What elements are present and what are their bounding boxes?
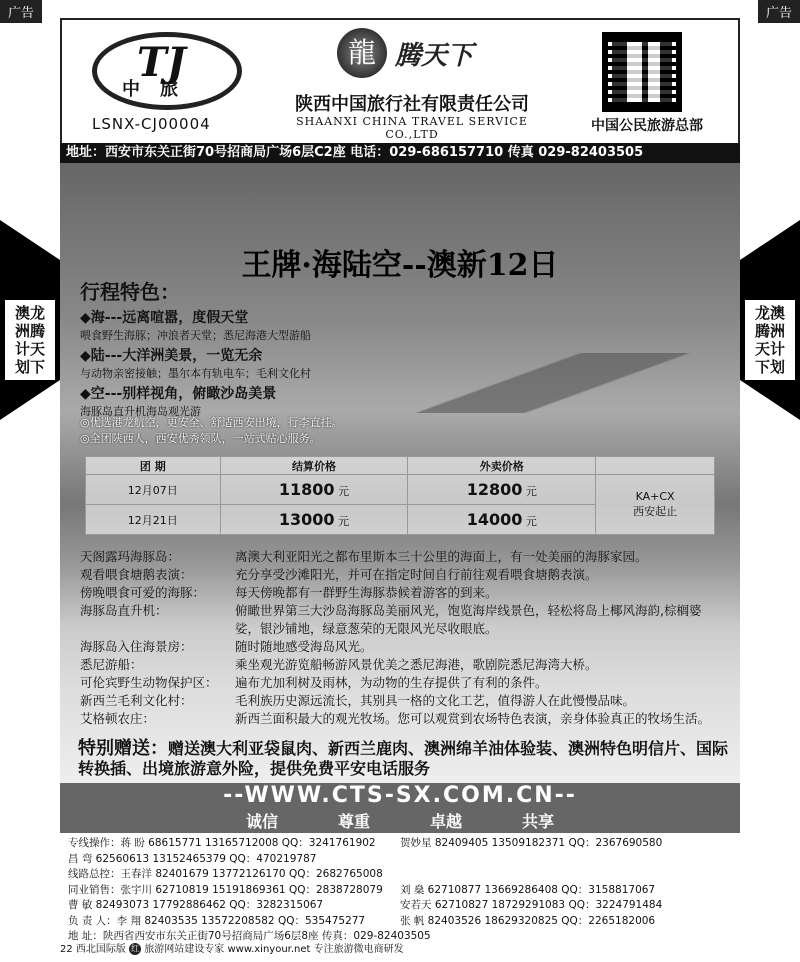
note-line: ◎全团陕西人，西安优秀领队，一站式贴心服务。: [80, 432, 321, 445]
itinerary-row: 艾格顿农庄： 新西兰面积最大的观光牧场。您可以观赏到农场特色表演，亲身体验真正的牧场生活。: [80, 711, 711, 726]
note-line: ◎优选港龙航空，更安全、舒适西安出境，行李直挂。: [80, 416, 343, 429]
contacts: [68, 836, 738, 945]
header-retail: 外卖价格: [408, 457, 596, 475]
company-name-en: SHAANXI CHINA TRAVEL SERVICE CO.,LTD: [296, 115, 528, 141]
gift-label: 特别赠送：: [78, 738, 168, 759]
contact-row: 曹 敏 82493073 17792886462 QQ：3282315067 安若天 62710827 18729291083 QQ：3224791484: [68, 899, 663, 911]
logo-letters: TJ: [137, 39, 186, 86]
itinerary-row: 观看喂食塘鹅表演： 充分享受沙滩阳光，并可在指定时间自行前往观看喂食塘鹅表演。: [80, 567, 598, 582]
brand-slogan: 腾天下: [395, 40, 474, 71]
itinerary-row: 海豚岛入住海景房： 随时随地感受海岛风光。: [80, 639, 373, 654]
feature-head: ◆陆---大洋洲美景，一览无余: [80, 348, 263, 364]
value-item: 卓越: [430, 812, 463, 831]
header-settle: 结算价格: [220, 457, 408, 475]
row-settle: 11800 元: [220, 475, 408, 505]
row-retail: 12800 元: [408, 475, 596, 505]
row-date: 12月07日: [86, 475, 221, 505]
value-item: 尊重: [337, 812, 370, 831]
contact-row: 专线操作：蒋 盼 68615771 13165712008 QQ：3241761902 贺妙星 82409405 13509182371 QQ：2367690580: [68, 837, 663, 849]
row-settle: 13000 元: [220, 505, 408, 535]
contact-row: 地 址：陕西省西安市东关正街70号招商局广场6层8座 传真：029-82403505: [68, 930, 431, 942]
ad-tag-left: 广告: [0, 0, 42, 23]
contact-row: 同业销售：张宇川 62710819 15191869361 QQ：2838728079 刘 燊 62710877 13669286408 QQ：3158817067: [68, 883, 656, 896]
company-values: [60, 809, 740, 832]
itinerary-row: 悉尼游船： 乘坐观光游览船畅游风景优美之悉尼海港，歌剧院悉尼海湾大桥。: [80, 657, 598, 672]
side-text-left: 澳龙 洲腾 计天 划下: [5, 300, 55, 380]
dragon-icon: 龍: [337, 28, 387, 78]
value-item: 共享: [522, 812, 555, 831]
address-bar: 地址：西安市东关正街70号招商局广场6层C2座 电话：029-686157710 传真 029-82403505: [60, 143, 740, 163]
feature-desc: 与动物亲密接触；墨尔本有轨电车；毛利文化村: [80, 367, 311, 380]
page-number: 22 西北国际版: [60, 944, 126, 955]
brand-icon: 红: [131, 944, 140, 953]
ad-tag-right: 广告: [758, 0, 800, 23]
company-logo: [92, 32, 242, 110]
qr-caption: 中国公民旅游总部: [591, 118, 703, 134]
header-date: 团 期: [86, 457, 221, 475]
feature-desc: 海豚岛直升机海岛观光游: [80, 405, 201, 418]
page-title: 王牌·海陆空--澳新12日: [241, 248, 559, 283]
itinerary-row: 天阁露玛海豚岛： 离澳大利亚阳光之都布里斯本三十公里的海面上，有一处美丽的海豚家园。: [80, 549, 648, 564]
logo-text: 中旅: [122, 79, 198, 100]
features-heading: 行程特色：: [80, 280, 180, 304]
notes: [80, 415, 343, 447]
brand-row: [337, 28, 473, 78]
feature-desc: 喂食野生海豚；冲浪者天堂；悉尼海港大型游船: [80, 329, 311, 342]
features: [80, 276, 440, 419]
itinerary-row: 可伦宾野生动物保护区： 遍布尤加利树及雨林，为动物的生存提供了有利的条件。: [80, 675, 548, 690]
price-table: [85, 456, 715, 535]
license-number: LSNX-CJ00004: [92, 115, 211, 133]
contact-row: 昌 弯 62560613 13152465379 QQ：470219787: [68, 852, 317, 865]
feature-head: ◆海---远离喧嚣，度假天堂: [80, 310, 249, 326]
header: [60, 18, 740, 143]
row-date: 12月21日: [86, 505, 221, 535]
website-bar: [60, 783, 740, 833]
special-gift: [78, 739, 728, 779]
side-text-right: 龙澳 腾洲 天计 下划: [745, 300, 795, 380]
website-url[interactable]: --WWW.CTS-SX.COM.CN--: [223, 783, 577, 808]
value-item: 诚信: [245, 812, 278, 831]
company-name-cn: 陕西中国旅行社有限责任公司: [295, 94, 529, 115]
feature-head: ◆空---别样视角，俯瞰沙岛美景: [80, 386, 277, 402]
itinerary-row: 傍晚喂食可爱的海豚： 每天傍晚都有一群野生海豚恭候着游客的到来。: [80, 585, 498, 600]
itinerary-row: 新西兰毛利文化村： 毛利族历史源远流长，其别具一格的文化工艺，值得游人在此慢慢品味。: [80, 693, 636, 708]
route-note: KA+CX 西安起止: [596, 475, 715, 535]
gift-text: 赠送澳大利亚袋鼠肉、新西兰鹿肉、澳洲绵羊油体验装、澳洲特色明信片、国际转换插、出境旅游意外险，提供免费平安电话服务: [78, 739, 729, 778]
header-note: [596, 457, 715, 475]
contact-row: 负 责 人：李 翔 82403535 13572208582 QQ：535475277 张 帆 82403526 18629320825 QQ：2265182006: [68, 914, 656, 927]
page-footer: [60, 942, 740, 958]
itinerary-row: 海豚岛直升机： 俯瞰世界第三大沙岛海豚岛美丽风光，饱览海岸线景色，轻松将岛上椰风海韵,棕榈婆娑，银沙铺地，绿意葱荣的无限风光尽收眼底。: [80, 603, 702, 636]
row-retail: 14000 元: [408, 505, 596, 535]
footer-text: 旅游网站建设专家 www.xinyour.net 专注旅游微电商研发: [144, 944, 404, 955]
contact-row: 线路总控：王春洋 82401679 13772126170 QQ：2682765008: [68, 868, 383, 880]
itinerary: [80, 548, 720, 728]
qr-code-icon[interactable]: [602, 32, 682, 112]
